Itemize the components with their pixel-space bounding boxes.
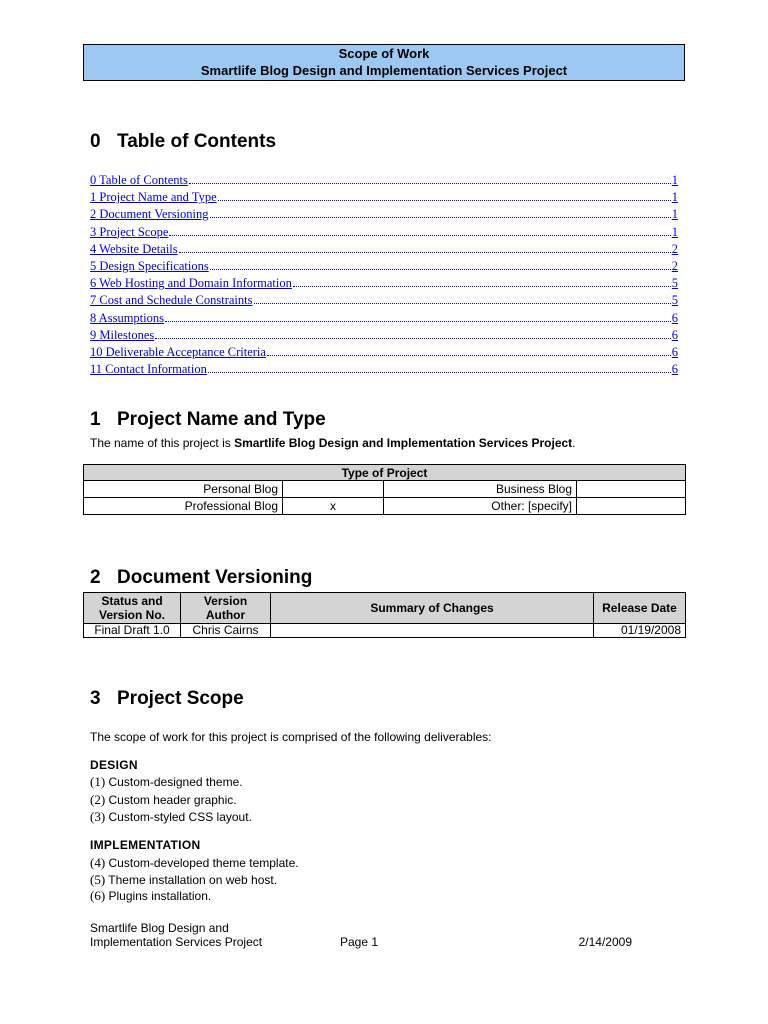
type-mark: x xyxy=(283,498,384,515)
type-mark xyxy=(283,481,384,498)
paragraph-end: . xyxy=(572,436,576,450)
leader-dots xyxy=(267,354,671,356)
toc-link[interactable] xyxy=(90,293,678,310)
toc-label[interactable]: 5 Design Specifications xyxy=(90,258,209,273)
status-cell: Final Draft 1.0 xyxy=(84,624,181,638)
leader-dots xyxy=(210,268,671,270)
section3-heading xyxy=(90,688,244,710)
leader-dots xyxy=(208,371,671,373)
leader-dots xyxy=(155,337,671,339)
type-mark xyxy=(577,481,686,498)
item-number: (5) xyxy=(90,872,106,887)
column-header: Version Author xyxy=(181,593,271,624)
toc-link[interactable] xyxy=(90,173,678,190)
toc-link[interactable] xyxy=(90,259,678,276)
toc-link[interactable] xyxy=(90,190,678,207)
item-number: (6) xyxy=(90,888,106,903)
author-cell: Chris Cairns xyxy=(181,624,271,638)
document-title-box xyxy=(83,44,685,81)
section-title: Table of Contents xyxy=(117,131,277,152)
leader-dots xyxy=(179,251,671,253)
toc-page[interactable]: 1 xyxy=(671,173,678,187)
toc-label[interactable]: 8 Assumptions xyxy=(90,310,164,325)
leader-dots xyxy=(189,182,671,184)
paragraph-text: The name of this project is xyxy=(90,436,235,450)
type-label: Other: [specify] xyxy=(384,498,577,515)
type-label: Professional Blog xyxy=(84,498,283,515)
leader-dots xyxy=(210,216,671,218)
design-subheading: DESIGN xyxy=(90,758,138,772)
toc-link[interactable] xyxy=(90,311,678,328)
column-header: Release Date xyxy=(594,593,686,624)
section-title: Project Scope xyxy=(117,688,244,709)
summary-cell xyxy=(271,624,594,638)
toc-page[interactable]: 1 xyxy=(671,190,678,205)
table-of-contents xyxy=(90,173,678,379)
project-name-paragraph xyxy=(90,436,576,450)
section2-heading xyxy=(90,567,312,589)
section-title: Project Name and Type xyxy=(117,409,326,430)
implementation-subheading: IMPLEMENTATION xyxy=(90,838,201,852)
item-number: (4) xyxy=(90,855,106,870)
toc-label[interactable]: 10 Deliverable Acceptance Criteria xyxy=(90,344,266,359)
item-text: Custom-styled CSS layout. xyxy=(108,810,252,824)
section-title: Document Versioning xyxy=(117,567,313,588)
toc-label[interactable]: 7 Cost and Schedule Constraints xyxy=(90,293,253,308)
item-text: Custom header graphic. xyxy=(108,793,237,807)
project-type-table xyxy=(83,464,686,515)
toc-page[interactable]: 6 xyxy=(671,310,678,325)
leader-dots xyxy=(165,320,671,322)
project-title: Smartlife Blog Design and Implementation Services Project xyxy=(200,63,568,78)
section-number: 3 xyxy=(90,688,101,709)
footer-line: Smartlife Blog Design and xyxy=(90,921,229,935)
toc-page[interactable]: 6 xyxy=(671,327,678,342)
list-item xyxy=(90,855,299,871)
list-item xyxy=(90,872,277,888)
type-label: Personal Blog xyxy=(84,481,283,498)
toc-label[interactable]: 11 Contact Information xyxy=(90,362,207,377)
item-number: (3) xyxy=(90,809,106,824)
item-text: Plugins installation. xyxy=(108,889,212,903)
table-row xyxy=(84,481,686,498)
date-cell: 01/19/2008 xyxy=(594,624,686,638)
toc-link[interactable] xyxy=(90,328,678,345)
leader-dots xyxy=(169,234,670,236)
list-item xyxy=(90,809,252,825)
item-text: Custom-developed theme template. xyxy=(108,856,299,870)
toc-page[interactable]: 5 xyxy=(671,293,678,308)
toc-link[interactable] xyxy=(90,225,678,242)
toc-label[interactable]: 9 Milestones xyxy=(90,327,155,342)
toc-page[interactable]: 2 xyxy=(671,241,678,256)
section-number: 0 xyxy=(90,131,101,152)
list-item xyxy=(90,792,237,808)
toc-link[interactable] xyxy=(90,207,678,224)
table-header: Type of Project xyxy=(84,465,686,481)
section1-heading xyxy=(90,409,326,431)
item-number: (2) xyxy=(90,792,106,807)
list-item xyxy=(90,774,243,790)
column-header: Status and Version No. xyxy=(84,593,181,624)
toc-page[interactable]: 5 xyxy=(671,276,678,291)
type-mark xyxy=(577,498,686,515)
table-row xyxy=(84,498,686,515)
toc-heading xyxy=(90,131,276,153)
table-row xyxy=(84,624,686,638)
leader-dots xyxy=(254,302,671,304)
item-number: (1) xyxy=(90,774,106,789)
column-header: Summary of Changes xyxy=(271,593,594,624)
item-text: Custom-designed theme. xyxy=(108,775,243,789)
toc-link[interactable] xyxy=(90,345,678,362)
toc-page[interactable]: 6 xyxy=(671,344,678,359)
toc-link[interactable] xyxy=(90,362,678,379)
footer-date: 2/14/2009 xyxy=(578,935,632,949)
document-title: Scope of Work xyxy=(338,46,430,61)
footer-project xyxy=(90,921,262,949)
toc-label[interactable]: 4 Website Details xyxy=(90,241,178,256)
toc-label[interactable]: 6 Web Hosting and Domain Information xyxy=(90,276,292,291)
footer-line: Implementation Services Project xyxy=(90,935,263,949)
toc-page[interactable]: 6 xyxy=(671,362,678,377)
page-number: Page 1 xyxy=(340,935,379,949)
section-number: 1 xyxy=(90,409,101,430)
versioning-table xyxy=(83,592,686,638)
section-number: 2 xyxy=(90,567,101,588)
item-text: Theme installation on web host. xyxy=(108,873,278,887)
toc-label[interactable]: 2 Document Versioning xyxy=(90,207,209,222)
scope-intro: The scope of work for this project is comprised of the following deliverables: xyxy=(90,730,492,744)
toc-page[interactable]: 1 xyxy=(671,207,678,222)
toc-label[interactable]: 0 Table of Contents xyxy=(90,173,188,187)
toc-page[interactable]: 1 xyxy=(671,224,678,239)
toc-link[interactable] xyxy=(90,276,678,293)
toc-label[interactable]: 3 Project Scope xyxy=(90,224,169,239)
leader-dots xyxy=(293,285,671,287)
toc-page[interactable]: 2 xyxy=(671,258,678,273)
toc-link[interactable] xyxy=(90,242,678,259)
leader-dots xyxy=(218,199,671,201)
list-item xyxy=(90,888,211,904)
project-name: Smartlife Blog Design and Implementation Services Project xyxy=(234,436,573,450)
toc-label[interactable]: 1 Project Name and Type xyxy=(90,190,217,205)
type-label: Business Blog xyxy=(384,481,577,498)
